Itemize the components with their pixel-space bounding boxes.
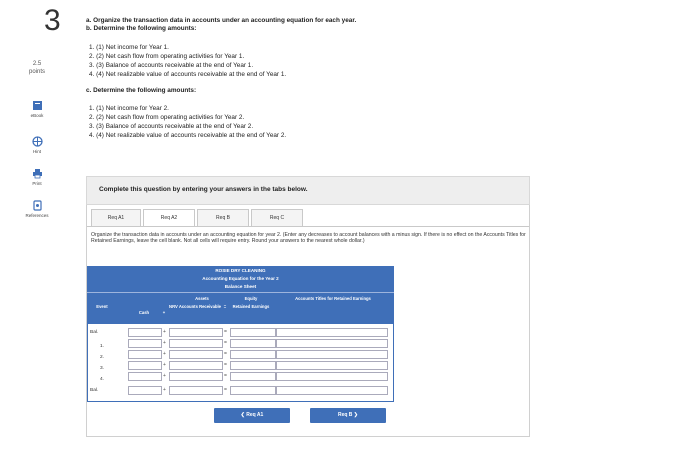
hint-icon	[32, 136, 43, 147]
next-tab-label: Req B	[337, 412, 353, 418]
book-icon	[32, 100, 43, 111]
prompt-b-item: 2. (2) Net cash flow from operating activities for Year 1.	[89, 53, 245, 60]
retained-earnings-input[interactable]	[230, 361, 276, 370]
next-tab-button[interactable]	[310, 408, 386, 423]
plus-header: +	[162, 310, 166, 315]
retained-earnings-input[interactable]	[230, 339, 276, 348]
points-info	[26, 60, 48, 76]
retained-earnings-input[interactable]	[230, 372, 276, 381]
print-label: Print	[32, 181, 42, 186]
cash-input[interactable]	[128, 386, 162, 395]
prompt-b-item: 4. (4) Net realizable value of accounts receivable at the end of Year 1.	[89, 71, 287, 78]
equals-sign: =	[224, 373, 227, 379]
nrv-input[interactable]	[169, 372, 223, 381]
prompt-b-item: 3. (3) Balance of accounts receivable at the end of Year 1.	[89, 62, 254, 69]
nrv-input[interactable]	[169, 361, 223, 370]
points-value: 2.5	[32, 61, 42, 67]
retained-earnings-input[interactable]	[230, 386, 276, 395]
cash-input[interactable]	[128, 350, 162, 359]
prompt-a-text: a. Organize the transaction data in accounts under an accounting equation for each year.	[86, 17, 357, 24]
row-label: Bal.	[90, 388, 99, 393]
cash-header: Cash	[138, 310, 150, 315]
prev-tab-label: Req A1	[246, 412, 264, 418]
tab-divider	[87, 226, 529, 227]
plus-sign: +	[163, 387, 166, 393]
account-title-input[interactable]	[276, 361, 388, 370]
references-tool[interactable]	[22, 200, 52, 218]
prompt-c	[86, 87, 196, 95]
prompt-a	[86, 17, 356, 25]
nrv-input[interactable]	[169, 386, 223, 395]
table-header	[87, 266, 394, 324]
equals-sign: =	[224, 329, 227, 335]
retained-earnings-input[interactable]	[230, 350, 276, 359]
prompt-c-text: c. Determine the following amounts:	[86, 87, 197, 94]
accounting-equation-table	[87, 266, 394, 402]
retained-earnings-header: Retained Earnings	[232, 304, 270, 309]
tab-req-a2[interactable]: Req A2	[143, 209, 195, 226]
ebook-tool[interactable]	[22, 100, 52, 118]
row-label: Bal.	[90, 330, 99, 335]
prompt-c-item: 3. (3) Balance of accounts receivable at the end of Year 2.	[89, 123, 254, 130]
equity-header: Equity	[244, 296, 258, 301]
equals-sign: =	[224, 387, 227, 393]
row-label: 1.	[100, 344, 105, 349]
account-title-input[interactable]	[276, 350, 388, 359]
account-titles-header: Accounts Titles for Retained Earnings	[295, 296, 371, 301]
table-body	[87, 324, 394, 402]
prompt-b-text: b. Determine the following amounts:	[86, 25, 197, 32]
references-label: References	[25, 213, 49, 218]
row-label: 3.	[100, 366, 105, 371]
hint-label: Hint	[32, 149, 41, 154]
chevron-right-icon: ❯	[352, 412, 359, 418]
nrv-input[interactable]	[169, 339, 223, 348]
instruction-text: Complete this question by entering your answers in the tabs below.	[99, 186, 308, 193]
equals-sign: =	[224, 362, 227, 368]
tab-panel	[86, 205, 530, 437]
question-number: 3	[44, 4, 61, 37]
plus-sign: +	[163, 351, 166, 357]
plus-sign: +	[163, 340, 166, 346]
tab-req-a1[interactable]: Req A1	[91, 209, 141, 226]
cash-input[interactable]	[128, 361, 162, 370]
hint-tool[interactable]	[22, 136, 52, 154]
row-label: 4.	[100, 377, 105, 382]
requirement-description: Organize the transaction data in accounts under an accounting equation for year 2. (Enter any decreases to account balances with a minus sign. If there is no effect on the Accounts Titles for Retained Earnings, leave the cell blank. Not all cells will require entry. Round your answers to the nearest whole dollar.)	[91, 232, 526, 245]
cash-input[interactable]	[128, 328, 162, 337]
print-icon	[32, 168, 43, 179]
print-tool[interactable]	[22, 168, 52, 186]
company-name: ROSIE DRY CLEANING	[215, 268, 266, 273]
equals-sign: =	[224, 340, 227, 346]
prompt-b-item: 1. (1) Net income for Year 1.	[89, 44, 169, 51]
prev-tab-button[interactable]	[214, 408, 290, 423]
row-label: 2.	[100, 355, 105, 360]
nrv-input[interactable]	[169, 328, 223, 337]
prompt-c-item: 1. (1) Net income for Year 2.	[89, 105, 169, 112]
prompt-c-item: 4. (4) Net realizable value of accounts receivable at the end of Year 2.	[89, 132, 287, 139]
cash-input[interactable]	[128, 372, 162, 381]
statement-name: Balance Sheet	[224, 284, 257, 289]
tab-req-c[interactable]: Req C	[251, 209, 303, 226]
account-title-input[interactable]	[276, 386, 388, 395]
ebook-label: eBook	[30, 113, 44, 118]
account-title-input[interactable]	[276, 339, 388, 348]
instruction-bar	[86, 176, 530, 205]
equals-header: =	[223, 304, 227, 309]
points-label: points	[28, 69, 45, 75]
equals-sign: =	[224, 351, 227, 357]
assets-header: Assets	[195, 296, 209, 301]
account-title-input[interactable]	[276, 372, 388, 381]
chevron-left-icon: ❮	[240, 412, 247, 418]
table-subtitle: Accounting Equation for the Year 2	[202, 276, 279, 281]
nrv-input[interactable]	[169, 350, 223, 359]
account-title-input[interactable]	[276, 328, 388, 337]
prompt-b	[86, 25, 196, 33]
cash-input[interactable]	[128, 339, 162, 348]
nrv-header: NRV Accounts Receivable	[169, 304, 221, 309]
tab-req-b[interactable]: Req B	[197, 209, 249, 226]
plus-sign: +	[163, 329, 166, 335]
references-icon	[32, 200, 43, 211]
prompt-c-item: 2. (2) Net cash flow from operating activities for Year 2.	[89, 114, 245, 121]
retained-earnings-input[interactable]	[230, 328, 276, 337]
plus-sign: +	[163, 373, 166, 379]
tab-strip	[87, 205, 529, 227]
event-header: Event	[96, 304, 108, 309]
plus-sign: +	[163, 362, 166, 368]
